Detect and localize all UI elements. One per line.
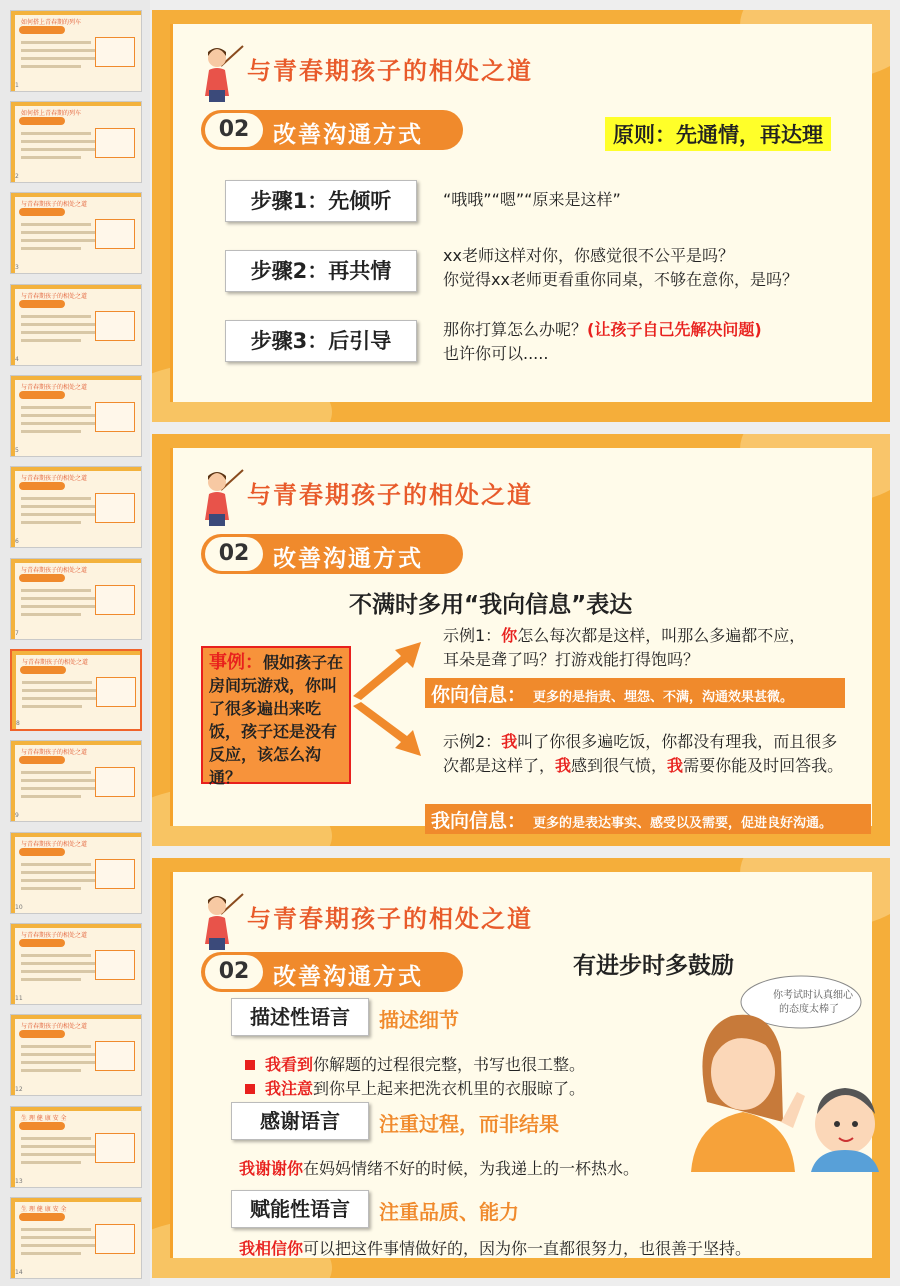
empowering-language-sub: 注重品质、能力 bbox=[379, 1200, 519, 1224]
thumbnail-number: 4 bbox=[15, 356, 19, 363]
thumbnail-title: 如何搭上青春期的列车 bbox=[21, 110, 82, 117]
section-number: 02 bbox=[205, 537, 263, 571]
step-2-line-1: xx老师这样对你，你感觉很不公平是吗？ bbox=[443, 246, 734, 265]
bullet-line-1: 我看到你解题的过程很完整，书写也很工整。 bbox=[245, 1052, 585, 1075]
slide-3 bbox=[152, 858, 890, 1278]
thumbnail-title: 与青春期孩子的相处之道 bbox=[21, 201, 88, 208]
you-message-head: 你向信息： bbox=[431, 684, 527, 706]
thumbnail-title: 与青春期孩子的相处之道 bbox=[22, 659, 89, 666]
slide-thumbnail[interactable] bbox=[10, 375, 142, 457]
step-2-box: 步骤2：再共情 bbox=[225, 250, 417, 292]
empowering-language-box: 赋能性语言 bbox=[231, 1190, 369, 1228]
teacher-icon bbox=[199, 44, 245, 102]
bullet-square-icon bbox=[245, 1060, 255, 1070]
section-pill bbox=[201, 110, 463, 150]
slide-thumbnail[interactable] bbox=[10, 1197, 142, 1279]
descriptive-language-sub: 描述细节 bbox=[379, 1008, 459, 1032]
thumbnail-number: 6 bbox=[15, 538, 19, 545]
thumbnail-title: 与青春期孩子的相处之道 bbox=[21, 932, 88, 939]
slide-1 bbox=[152, 10, 890, 422]
slide-thumbnail[interactable] bbox=[10, 558, 142, 640]
thumbnail-number: 14 bbox=[15, 1269, 23, 1276]
slide-title: 与青春期孩子的相处之道 bbox=[247, 481, 533, 509]
headline: 有进步时多鼓励 bbox=[573, 953, 734, 979]
you-message-bar bbox=[425, 678, 845, 708]
i-message-head: 我向信息： bbox=[431, 810, 527, 832]
thumbnail-title: 与青春期孩子的相处之道 bbox=[21, 475, 88, 482]
thumbnail-title: 生 理 健 康 安 全 bbox=[21, 1206, 67, 1213]
thumbnail-title: 与青春期孩子的相处之道 bbox=[21, 1023, 88, 1030]
section-number: 02 bbox=[205, 113, 263, 147]
example-1-line-1: 示例1：你怎么每次都是这样，叫那么多遍都不应， bbox=[443, 626, 806, 645]
slide-thumbnail[interactable] bbox=[10, 1106, 142, 1188]
thumbnail-title: 与青春期孩子的相处之道 bbox=[21, 841, 88, 848]
thumbnail-number: 12 bbox=[15, 1086, 23, 1093]
slide-thumbnail[interactable] bbox=[10, 284, 142, 366]
step-1-box: 步骤1：先倾听 bbox=[225, 180, 417, 222]
thumbnail-title: 与青春期孩子的相处之道 bbox=[21, 749, 88, 756]
slide-thumbnail[interactable] bbox=[10, 466, 142, 548]
thumbnail-number: 13 bbox=[15, 1178, 23, 1185]
empowering-line: 我相信你可以把这件事情做好的，因为你一直都很努力，也很善于坚持。 bbox=[239, 1239, 752, 1258]
thumbnail-title: 生 理 健 康 安 全 bbox=[21, 1115, 67, 1122]
i-message-desc: 更多的是表达事实、感受以及需要，促进良好沟通。 bbox=[533, 816, 833, 831]
principle-highlight: 原则：先通情，再达理 bbox=[605, 117, 831, 151]
thanks-language-box: 感谢语言 bbox=[231, 1102, 369, 1140]
teacher-icon bbox=[199, 892, 245, 950]
section-pill bbox=[201, 534, 463, 574]
i-message-bar bbox=[425, 804, 871, 834]
thanks-line: 我谢谢你在妈妈情绪不好的时候，为我递上的一杯热水。 bbox=[239, 1159, 640, 1178]
thumbnail-number: 5 bbox=[15, 447, 19, 454]
slide-thumbnail[interactable] bbox=[10, 923, 142, 1005]
thumbnail-number: 3 bbox=[15, 264, 19, 271]
step-3-red-note: (让孩子自己先解决问题) bbox=[587, 320, 762, 339]
section-pill bbox=[201, 952, 463, 992]
slide-2 bbox=[152, 434, 890, 846]
slide-title: 与青春期孩子的相处之道 bbox=[247, 57, 533, 85]
arrows-icon bbox=[351, 634, 431, 764]
section-label: 改善沟通方式 bbox=[273, 546, 423, 572]
example-2-line-2: 次都是这样了，我感到很气愤，我需要你能及时回答我。 bbox=[443, 756, 844, 775]
section-label: 改善沟通方式 bbox=[273, 964, 423, 990]
example-2-line-1: 示例2：我叫了你很多遍吃饭，你都没有理我，而且很多 bbox=[443, 732, 838, 751]
thumbnail-title: 与青春期孩子的相处之道 bbox=[21, 293, 88, 300]
thumbnail-number: 1 bbox=[15, 82, 19, 89]
slide-thumbnail[interactable] bbox=[10, 832, 142, 914]
teacher-icon bbox=[199, 468, 245, 526]
slide-thumbnail-rail[interactable] bbox=[0, 0, 150, 1286]
slide-thumbnail[interactable] bbox=[10, 192, 142, 274]
step-2-line-2: 你觉得xx老师更看重你同桌，不够在意你，是吗？ bbox=[443, 270, 798, 289]
thumbnail-number: 8 bbox=[16, 720, 20, 727]
thumbnail-number: 9 bbox=[15, 812, 19, 819]
slide-title: 与青春期孩子的相处之道 bbox=[247, 905, 533, 933]
slide-thumbnail[interactable] bbox=[10, 101, 142, 183]
step-3-line-1: 那你打算怎么办呢？(让孩子自己先解决问题) bbox=[443, 320, 762, 339]
bullet-line-2: 我注意到你早上起来把洗衣机里的衣服晾了。 bbox=[245, 1076, 585, 1099]
thumbnail-title: 如何搭上青春期的列车 bbox=[21, 19, 82, 26]
thumbnail-number: 2 bbox=[15, 173, 19, 180]
bullet-square-icon bbox=[245, 1084, 255, 1094]
thanks-language-sub: 注重过程，而非结果 bbox=[379, 1112, 559, 1136]
case-box bbox=[201, 646, 351, 787]
bubble-line-2: 的态度太棒了 bbox=[779, 1004, 839, 1015]
section-number: 02 bbox=[205, 955, 263, 989]
slide-thumbnail[interactable] bbox=[10, 1014, 142, 1096]
descriptive-language-box: 描述性语言 bbox=[231, 998, 369, 1036]
slide-thumbnail[interactable] bbox=[10, 649, 142, 731]
step-3-line-2: 也许你可以..... bbox=[443, 344, 549, 363]
thumbnail-title: 与青春期孩子的相处之道 bbox=[21, 567, 88, 574]
example-1-line-2: 耳朵是聋了吗？打游戏能打得饱吗？ bbox=[443, 650, 700, 669]
case-label: 事例： bbox=[209, 652, 263, 673]
step-3-box: 步骤3：后引导 bbox=[225, 320, 417, 362]
thumbnail-number: 11 bbox=[15, 995, 23, 1002]
step-1-text: “哦哦”“嗯”“原来是这样” bbox=[443, 190, 621, 209]
thumbnail-number: 10 bbox=[15, 904, 23, 911]
bubble-line-1: 你考试时认真细心 bbox=[773, 990, 853, 1001]
section-label: 改善沟通方式 bbox=[273, 122, 423, 148]
you-message-desc: 更多的是指责、埋怨、不满，沟通效果甚微。 bbox=[533, 690, 794, 705]
slide-thumbnail[interactable] bbox=[10, 740, 142, 822]
headline: 不满时多用“我向信息”表达 bbox=[349, 592, 633, 618]
mother-child-illustration bbox=[671, 972, 890, 1172]
thumbnail-number: 7 bbox=[15, 630, 19, 637]
slide-thumbnail[interactable] bbox=[10, 10, 142, 92]
thumbnail-title: 与青春期孩子的相处之道 bbox=[21, 384, 88, 391]
case-text: 假如孩子在房间玩游戏，你叫了很多遍出来吃饭，孩子还是没有反应，该怎么沟通？ bbox=[209, 653, 344, 787]
